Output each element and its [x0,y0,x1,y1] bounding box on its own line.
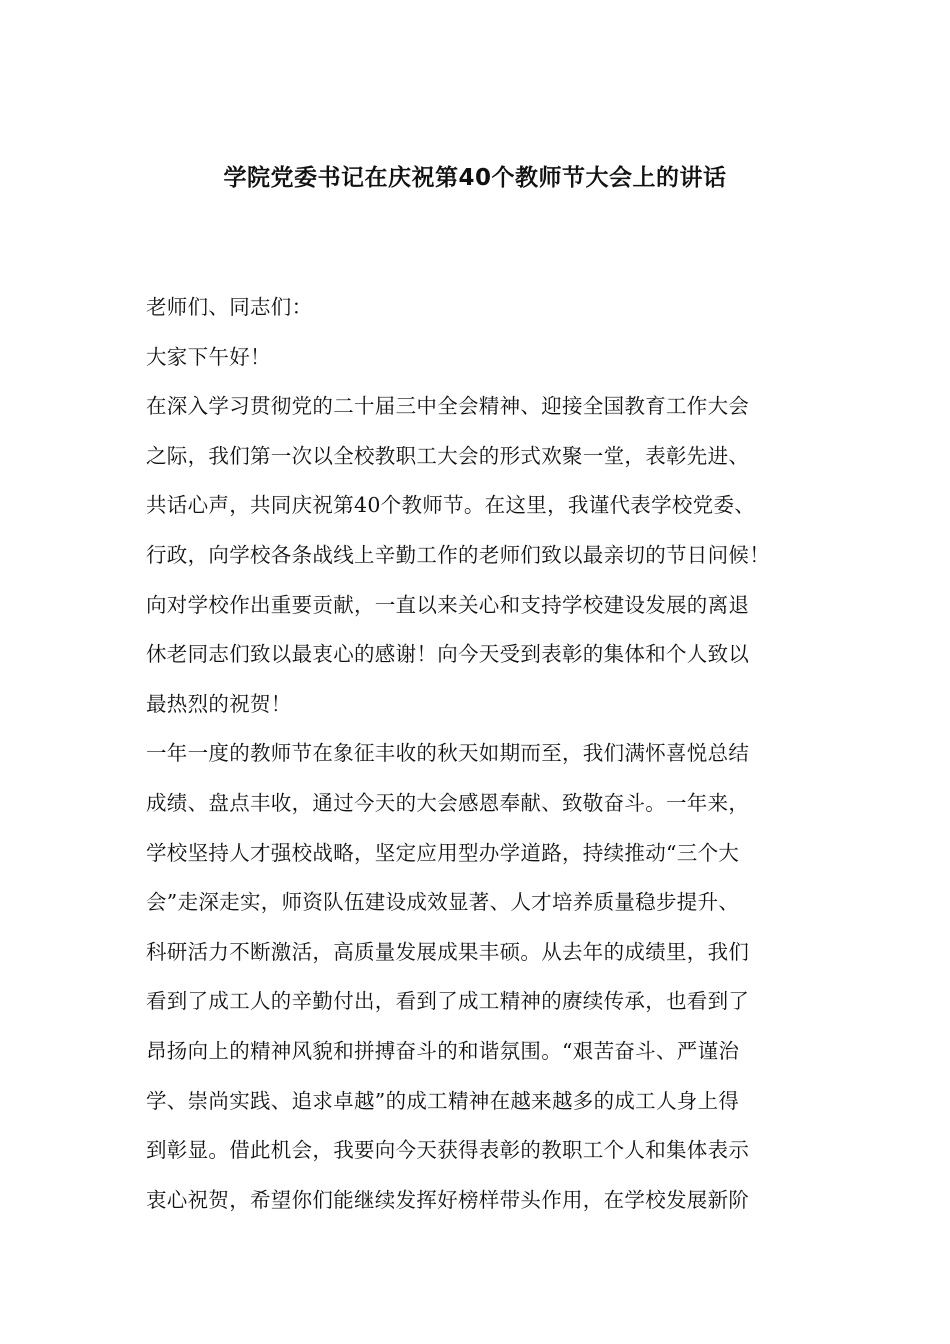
paragraph-line: 看到了成工人的辛勤付出，看到了成工精神的赓续传承，也看到了 [146,989,750,1014]
paragraph-line: 向对学校作出重要贡献，一直以来关心和支持学校建设发展的离退 [146,592,750,617]
paragraph-line: 一年一度的教师节在象征丰收的秋天如期而至，我们满怀喜悦总结 [146,741,750,766]
paragraph-line: 最热烈的祝贺！ [146,691,292,716]
paragraph-line: 衷心祝贺，希望你们能继续发挥好榜样带头作用，在学校发展新阶 [146,1187,750,1212]
paragraph-line: 在深入学习贯彻党的二十届三中全会精神、迎接全国教育工作大会 [146,394,750,419]
salutation-line: 老师们、同志们： [146,295,313,319]
paragraph-line: 成绩、盘点丰收，通过今天的大会感恩奉献、致敬奋斗。一年来， [146,790,750,815]
paragraph-line: 行政，向学校各条战线上辛勤工作的老师们致以最亲切的节日问候！ [146,542,770,567]
document-body [146,283,836,1225]
paragraph-line: 休老同志们致以最衷心的感谢！向今天受到表彰的集体和个人致以 [146,642,750,667]
paragraph-line: 共话心声，共同庆祝第40个教师节。在这里，我谨代表学校党委、 [146,493,756,518]
paragraph-line: 之际，我们第一次以全校教职工大会的形式欢聚一堂，表彰先进、 [146,443,750,468]
greeting-line: 大家下午好！ [146,344,271,369]
paragraph-line: 科研活力不断激活，高质量发展成果丰硕。从去年的成绩里，我们 [146,939,750,964]
paragraph-line: 学、崇尚实践、追求卓越”的成工精神在越来越多的成工人身上得 [146,1088,740,1113]
paragraph-line: 昂扬向上的精神风貌和拼搏奋斗的和谐氛围。“艰苦奋斗、严谨治 [146,1038,740,1063]
paragraph-line: 到彰显。借此机会，我要向今天获得表彰的教职工个人和集体表示 [146,1138,750,1163]
paragraph-line: 会”走深走实，师资队伍建设成效显著、人才培养质量稳步提升、 [146,890,740,915]
paragraph-line: 学校坚持人才强校战略，坚定应用型办学道路，持续推动“三个大 [146,840,740,865]
document-title: 学院党委书记在庆祝第40个教师节大会上的讲话 [223,165,727,191]
